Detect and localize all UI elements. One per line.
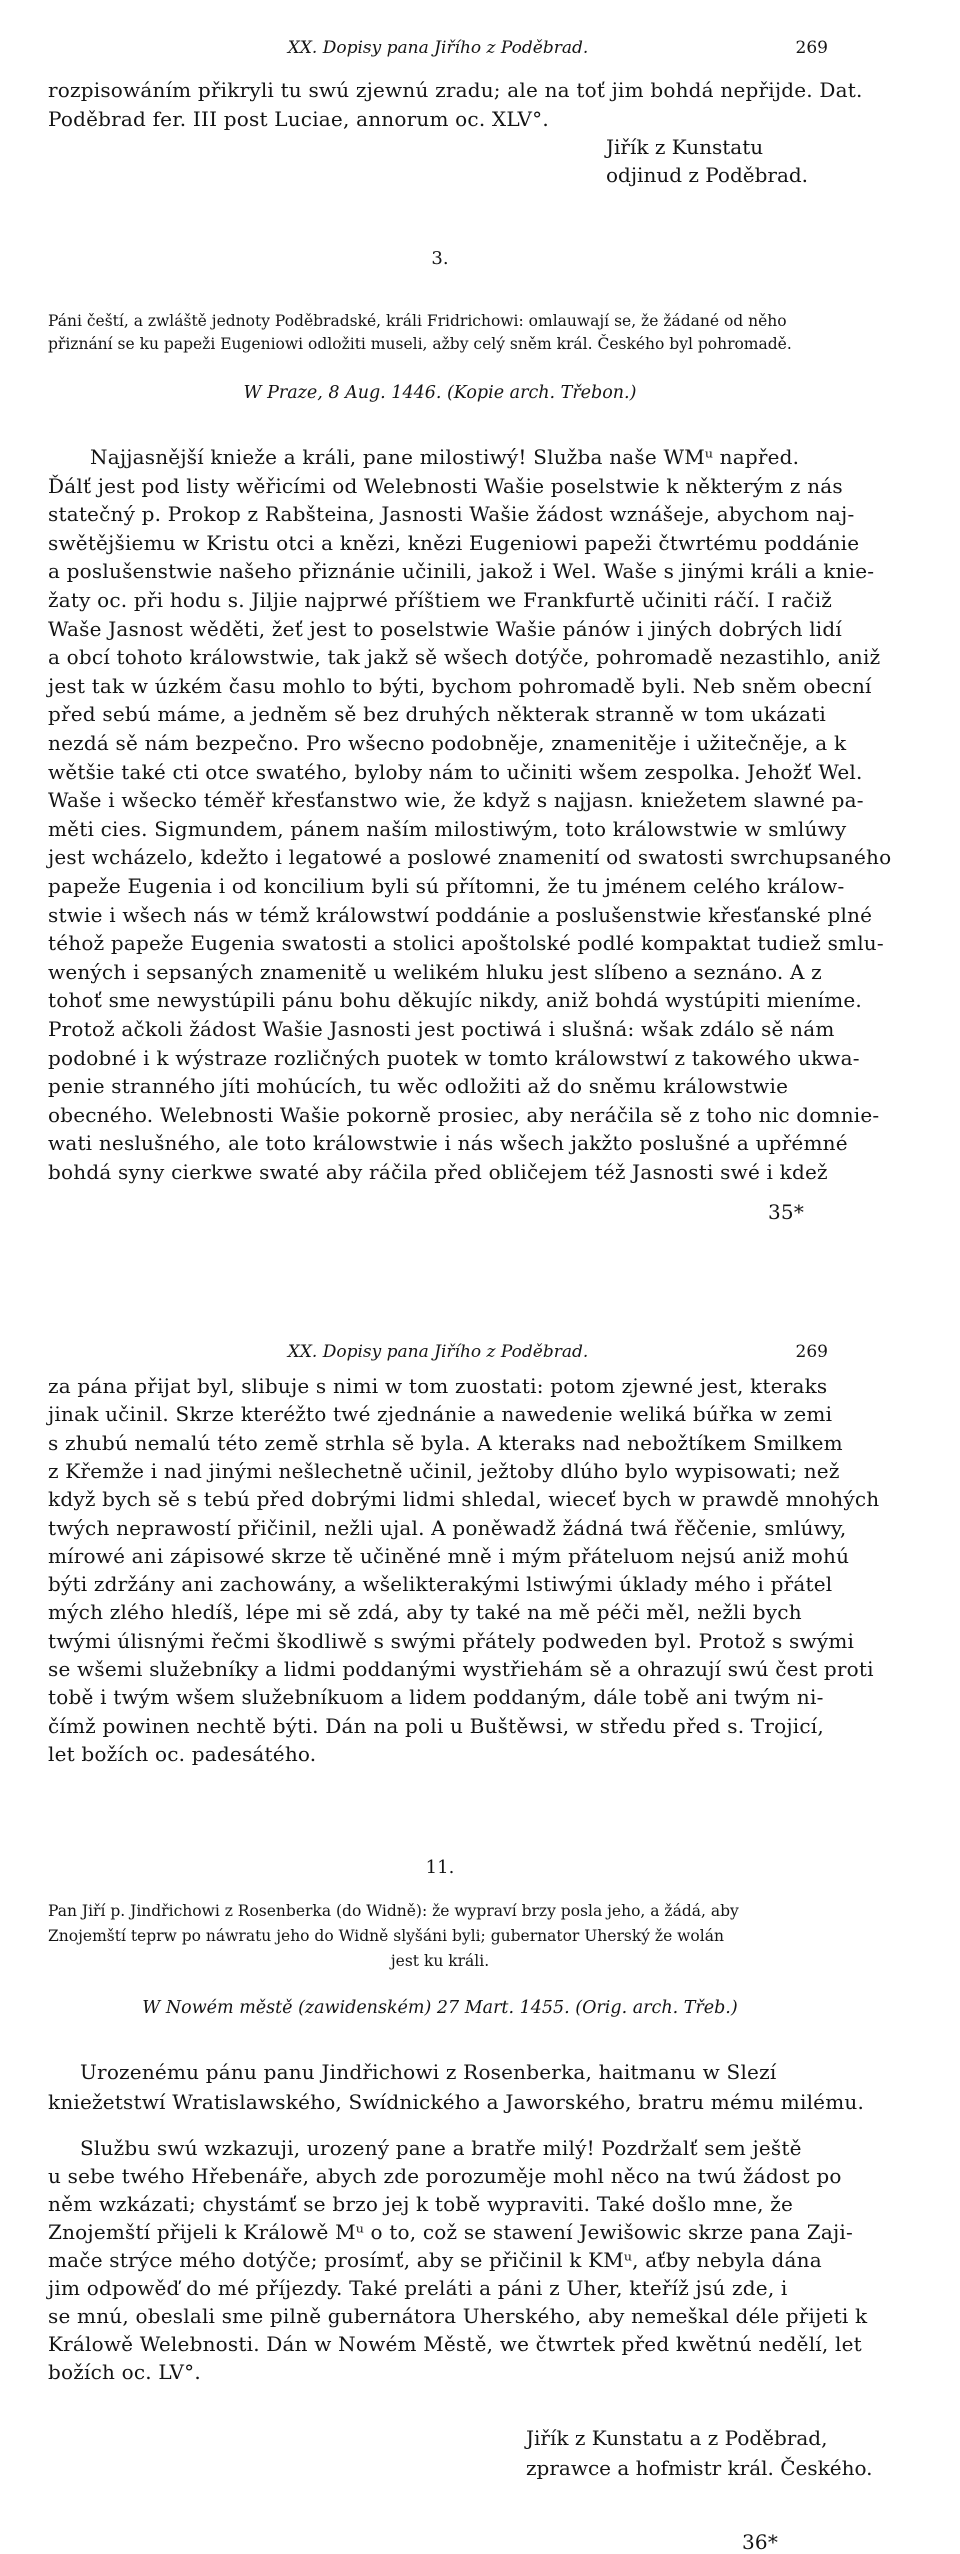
signature-mark: 35* [768, 1200, 805, 1224]
text-line: žaty oc. při hodu s. Jiljie najprwé příštiem we Frankfurtě učiniti ráčí. I račiž [48, 588, 833, 612]
text-line: papeže Eugenia i od koncilium byli sú přítomni, že tu jménem celého králow- [48, 874, 845, 898]
text-line: Králowě Welebnosti. Dán w Nowém Městě, we čtwrtek před kwětnú nedělí, let [48, 2332, 862, 2356]
text-line: se mnú, obeslali sme pilně gubernátora Uherského, aby nemeškal déle přijeti k [48, 2304, 868, 2328]
text-line: Poděbrad fer. III post Luciae, annorum oc. XLV°. [48, 107, 549, 131]
running-head [48, 38, 828, 68]
page-1 [0, 0, 960, 1250]
text-line: Znojemští přijeli k Králowě Mᵘ o to, což se stawení Jewišowic skrze pana Zaji- [48, 2220, 853, 2244]
text-line: nezdá sě nám bezpečno. Pro wšecno podobněje, znamenitěje i užitečněje, a k [48, 731, 847, 755]
text-line: penie stranného jíti mohúcích, tu wěc odložiti až do sněmu králowstwie [48, 1074, 789, 1099]
text-line: s zhubú nemalú této země strhla sě byla. A kteraks nad nebožtíkem Smilkem [48, 1430, 843, 1455]
text-line: čímž powinen nechtě býti. Dán na poli u Buštěwsi, w středu před s. Trojicí, [48, 1713, 824, 1738]
text-line: býti zdržány ani zachowány, a wšelikterakými lstiwými úklady mého i přátel [48, 1572, 833, 1597]
text-line: Najjasnější knieže a králi, pane milostiwý! Služba naše WMᵘ napřed. [90, 445, 800, 469]
text-line: jinak učinil. Skrze kteréžto twé zjednánie a nawedenie weliká búřka w zemi [48, 1402, 833, 1427]
text-line: wených i sepsaných znamenitě u welikém hluku jest slíbeno a seznáno. A z [48, 959, 822, 984]
dating-line: W Nowém městě (zawidenském) 27 Mart. 1455. (Orig. arch. Třeb.) [142, 1998, 738, 2018]
text-line: Ďálť jest pod listy wěřicími od Welebnosti Wašie poselstwie k některým z nás [48, 473, 843, 498]
text-line: rozpisowáním přikryli tu swú zjewnú zradu; ale na toť jim bohdá nepřijde. Dat. [48, 78, 863, 102]
signature-line: zprawce a hofmistr král. Českého. [526, 2456, 873, 2480]
text-line: bohdá syny cierkwe swaté aby ráčila před obličejem též Jasnosti swé i kdež [48, 1160, 828, 1184]
text-line: twých neprawostí přičinil, nežli ujal. A poněwadž žádná twá řěčenie, smlúwy, [48, 1515, 847, 1540]
regest-line: Znojemští teprw po náwratu jeho do Widně slyšáni byli; gubernator Uherský že wolán [48, 1927, 724, 1945]
running-title: XX. Dopisy pana Jiřího z Poděbrad. [287, 1342, 589, 1362]
text-line: statečný p. Prokop z Rabšteina, Jasnosti Wašie žádost wznášeje, abychom naj- [48, 502, 855, 527]
text-line: jest wcházelo, kdežto i legatowé a poslowé znamenití od swatosti swrchupsaného [48, 845, 892, 870]
text-line: Waše i wšecko téměř křesťanstwo wie, že když s najjasn. kniežetem slawné pa- [48, 788, 864, 813]
text-line: Waše Jasnost wěděti, žeť jest to poselstwie Wašie pánów i jiných dobrých lidí [48, 616, 843, 641]
text-line: twými úlisnými řečmi škodliwě s swými přátely podweden byl. Protož s swými [48, 1628, 855, 1653]
text-line: z Křemže i nad jinými nešlechetně učinil, ježtoby dlúho bylo wypisowati; než [48, 1458, 840, 1483]
regest-line: přiznání se ku papeži Eugeniowi odložiti museli, ažby celý sněm král. Českého byl pohromadě. [48, 335, 792, 353]
text-line: mých zlého hledíš, lépe mi sě zdá, aby ty také na mě péči měl, nežli bych [48, 1600, 802, 1625]
text-line: jest tak w úzkém času mohlo to býti, bychom pohromadě byli. Neb sněm obecní [48, 673, 872, 698]
address-line: Urozenému pánu panu Jindřichowi z Rosenberka, haitmanu w Slezí [80, 2060, 777, 2084]
page-number: 269 [795, 38, 828, 58]
text-line: mírowé ani zápisowé skrze tě učiněné mně i mým přáteluom nejsú aniž mohú [48, 1543, 850, 1568]
document-number: 11. [425, 1857, 455, 1878]
text-line: jim odpowěď do mé příjezdy. Také preláti a páni z Uher, kteříž jsú zde, i [48, 2276, 788, 2300]
signature-line: Jiřík z Kunstatu a z Poděbrad, [526, 2426, 828, 2450]
text-line: božích oc. LV°. [48, 2360, 201, 2384]
text-line: Službu swú wzkazuji, urozený pane a bratře milý! Pozdržalť sem ještě [80, 2136, 802, 2160]
address-line: kniežetstwí Wratislawského, Swídnického a Jaworského, bratru mému milému. [48, 2090, 865, 2114]
text-line: a poslušenstwie našeho přiznánie učinili, jakož i Wel. Waše s jinými králi a knie- [48, 559, 875, 584]
regest-line: Pan Jiří p. Jindřichowi z Rosenberka (do Widně): že wypraví brzy posla jeho, a žádá, aby [48, 1902, 739, 1920]
text-line: obecného. Welebnosti Wašie pokorně prosiec, aby neráčila sě z toho nic domnie- [48, 1102, 880, 1127]
document-number: 3. [431, 248, 449, 269]
signature-mark: 36* [742, 2530, 779, 2554]
signature-line: Jiřík z Kunstatu [606, 135, 764, 159]
text-line: a obcí tohoto králowstwie, tak jakž sě wšech dotýče, pohromadě nezastihlo, aniž [48, 645, 881, 670]
text-line: mače strýce mého dotýče; prosímť, aby se přičinil k KMᵘ, aťby nebyla dána [48, 2248, 822, 2272]
text-line: za pána přijat byl, slibuje s nimi w tom zuostati: potom zjewné jest, kteraks [48, 1374, 828, 1398]
page-number: 269 [795, 1342, 828, 1362]
regest-line: jest ku králi. [390, 1952, 490, 1970]
text-line: měti cies. Sigmundem, pánem naším milostiwým, toto králowstwie w smlúwy [48, 816, 847, 841]
text-line: tobě i twým wšem služebníkuom a lidem poddaným, dále tobě ani twým ni- [48, 1685, 824, 1710]
running-head [48, 1342, 828, 1372]
signature-line: odjinud z Poděbrad. [606, 163, 809, 187]
text-line: wětšie také cti otce swatého, byloby nám to učiniti wšem zespolka. Jehožť Wel. [48, 759, 863, 784]
regest-line: Páni čeští, a zwláště jednoty Poděbradské, králi Fridrichowi: omlauwají se, že žádané od něho [48, 312, 787, 330]
text-line: se wšemi služebníky a lidmi poddanými wystřiehám sě a ohrazují swú čest proti [48, 1657, 874, 1681]
running-title: XX. Dopisy pana Jiřího z Poděbrad. [287, 38, 589, 58]
text-line: tohoť sme newystúpili pánu bohu děkujíc nikdy, aniž bohdá wystúpiti mieníme. [48, 988, 862, 1013]
dating-line: W Praze, 8 Aug. 1446. (Kopie arch. Třebon.) [243, 383, 637, 403]
text-line: Protož ačkoli žádost Wašie Jasnosti jest poctiwá i slušná: wšak zdálo sě nám [48, 1017, 835, 1041]
text-line: stwie i wšech nás w témž králowstwí poddánie a poslušenstwie křesťanské plné [48, 902, 873, 927]
page-2 [0, 1298, 960, 2554]
text-line: wati neslušného, ale toto králowstwie i nás wšech jakžto poslušné a upřémné [48, 1131, 848, 1156]
text-line: u sebe twého Hřebenáře, abych zde porozuměje mohl něco na twú žádost po [48, 2164, 842, 2188]
text-line: téhož papeže Eugenia swatosti a stolici apoštolské podlé kompaktat tudiež smlu- [48, 931, 884, 956]
text-line: něm wzkázati; chystámť se brzo jej k tobě wypraviti. Také došlo mne, že [48, 2192, 794, 2216]
text-line: když bych sě s tebú před dobrými lidmi shledal, wieceť bych w prawdě mnohých [48, 1487, 880, 1512]
text-line: let božích oc. padesátého. [48, 1741, 317, 1766]
text-line: před sebú máme, a jedněm sě bez druhých některak stranně w tom ukázati [48, 702, 827, 727]
text-line: podobné i k wýstraze rozličných puotek w tomto králowstwí z takowého ukwa- [48, 1045, 860, 1070]
text-line: swětějšiemu w Kristu otci a knězi, knězi Eugeniowi papeži čtwrtému poddánie [48, 530, 860, 555]
